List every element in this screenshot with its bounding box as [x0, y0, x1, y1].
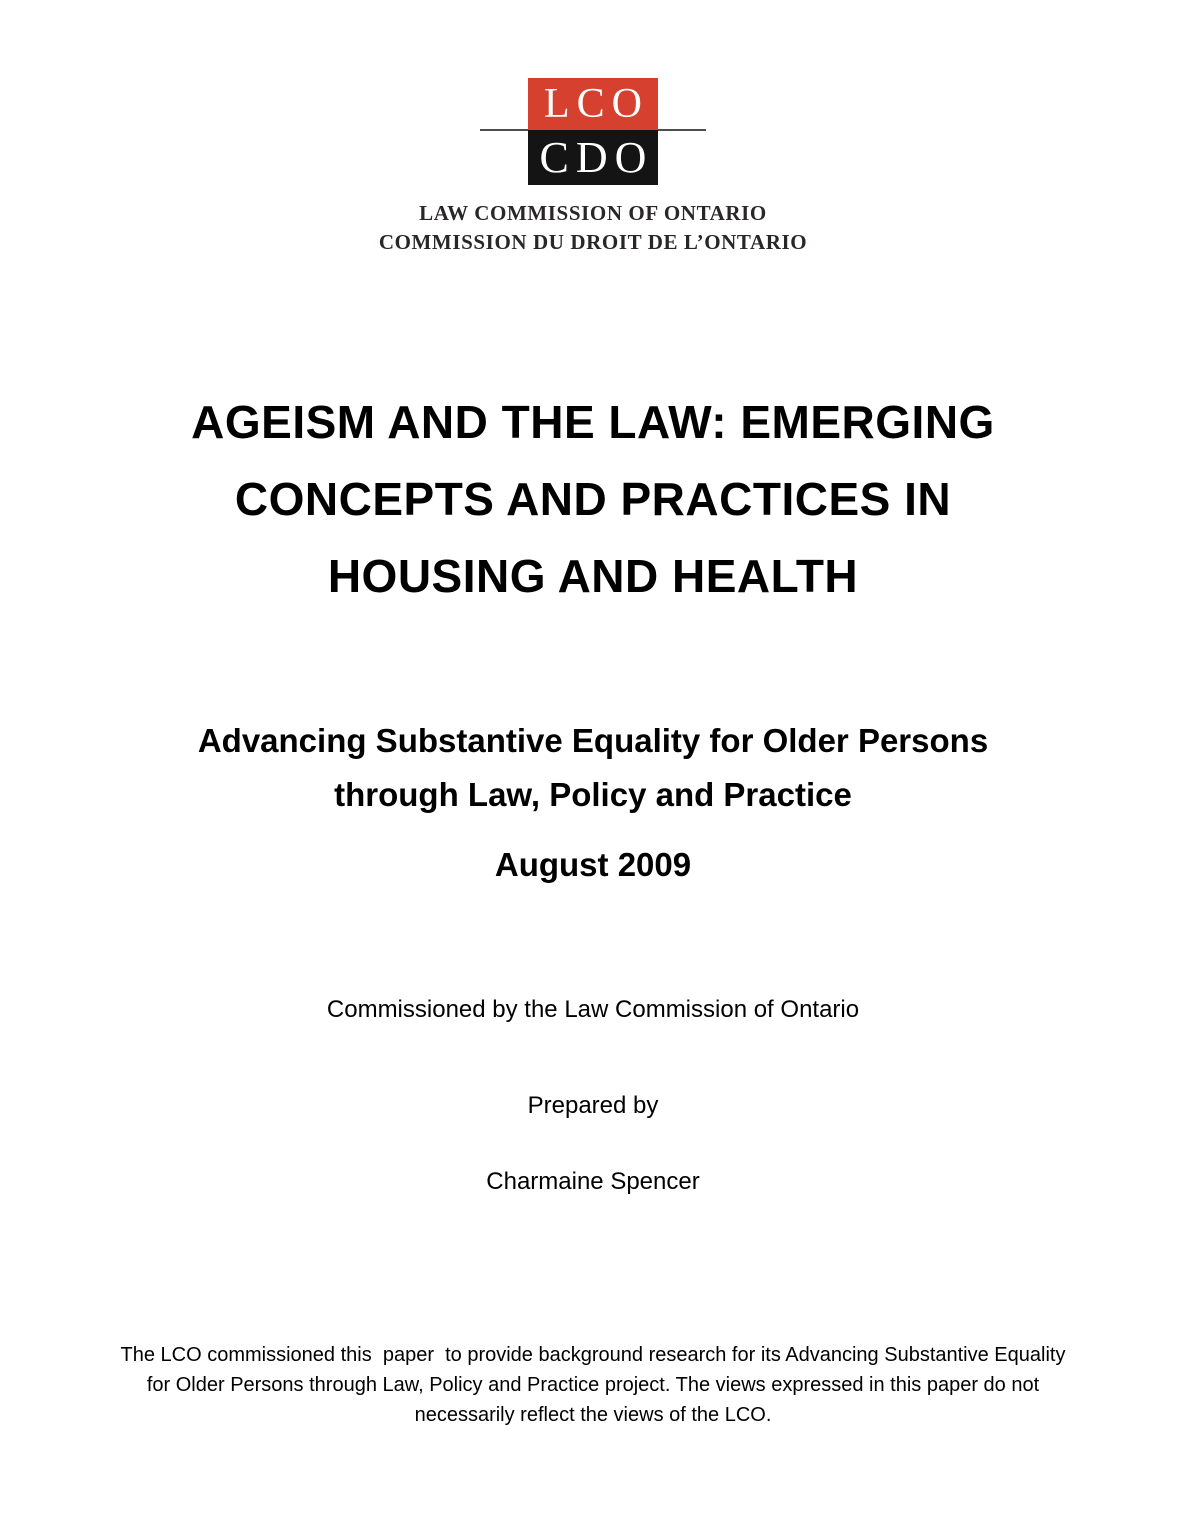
- commissioned-by-line: Commissioned by the Law Commission of Ontario: [326, 996, 860, 1023]
- organization-name-english: LAW COMMISSION OF ONTARIO: [419, 201, 767, 225]
- lco-logo: [0, 78, 1186, 257]
- document-title-line3: HOUSING AND HEALTH: [327, 550, 859, 602]
- organization-name-french: COMMISSION DU DROIT DE L’ONTARIO: [378, 230, 808, 254]
- logo-cdo-text: CDO: [539, 133, 654, 182]
- publication-date: August 2009: [494, 846, 692, 883]
- lco-logo-mark: [528, 78, 658, 185]
- logo-cdo-box: [528, 130, 658, 185]
- document-subtitle-line2: through Law, Policy and Practice: [334, 776, 852, 813]
- document-title-line2: CONCEPTS AND PRACTICES IN: [234, 473, 952, 525]
- document-title-line1: AGEISM AND THE LAW: EMERGING: [191, 396, 995, 448]
- document-subtitle: [0, 714, 1186, 822]
- organization-name: [379, 199, 807, 257]
- logo-lco-box: [528, 78, 658, 130]
- prepared-by-label: Prepared by: [527, 1092, 659, 1119]
- document-title: [0, 384, 1186, 615]
- document-subtitle-line1: Advancing Substantive Equality for Older Persons: [197, 722, 989, 759]
- author-name: Charmaine Spencer: [486, 1168, 700, 1195]
- logo-lco-text: LCO: [544, 81, 649, 127]
- disclaimer-text: The LCO commissioned this paper to provide background research for its Advancing Substantive Equality for Older Persons through Law, Policy and Practice project. The views expressed in this paper do not necessarily reflect the views of the LCO.: [120, 1344, 1072, 1426]
